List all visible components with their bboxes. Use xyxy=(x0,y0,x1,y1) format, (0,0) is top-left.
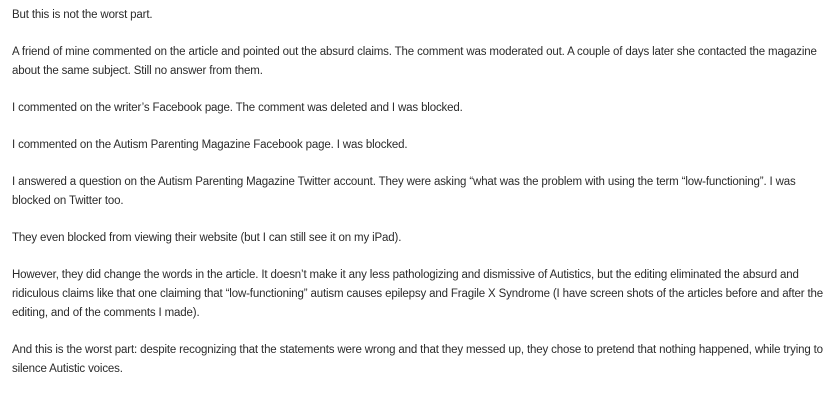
paragraph-website-blocked: They even blocked from viewing their website (but I can still see it on my iPad). xyxy=(12,232,402,244)
paragraph-friend-comment: A friend of mine commented on the article and pointed out the absurd claims. The comment was moderated out. A couple of days later she contacted the magazine about the same subject. Still no answer from them. xyxy=(12,46,817,77)
paragraph-worst-part-intro: But this is not the worst part. xyxy=(12,9,153,21)
paragraph-article-edited: However, they did change the words in the article. It doesn’t make it any less pathologizing and dismissive of Autistics, but the editing eliminated the absurd and ridiculous claims like that one claiming that “low-functioning” autism causes epilepsy and Fragile X Syndrome (I have screen shots of the articles before and after the editing, and of the comments I made). xyxy=(12,269,824,319)
paragraph-magazine-facebook: I commented on the Autism Parenting Magazine Facebook page. I was blocked. xyxy=(12,139,408,151)
paragraph-twitter: I answered a question on the Autism Parenting Magazine Twitter account. They were asking “what was the problem with using the term “low-functioning”. I was blocked on Twitter too. xyxy=(12,176,796,207)
paragraph-writer-facebook: I commented on the writer’s Facebook page. The comment was deleted and I was blocked. xyxy=(12,102,463,114)
paragraph-worst-part: And this is the worst part: despite recognizing that the statements were wrong and that they messed up, they chose to pretend that nothing happened, while trying to silence Autistic voices. xyxy=(12,344,823,375)
